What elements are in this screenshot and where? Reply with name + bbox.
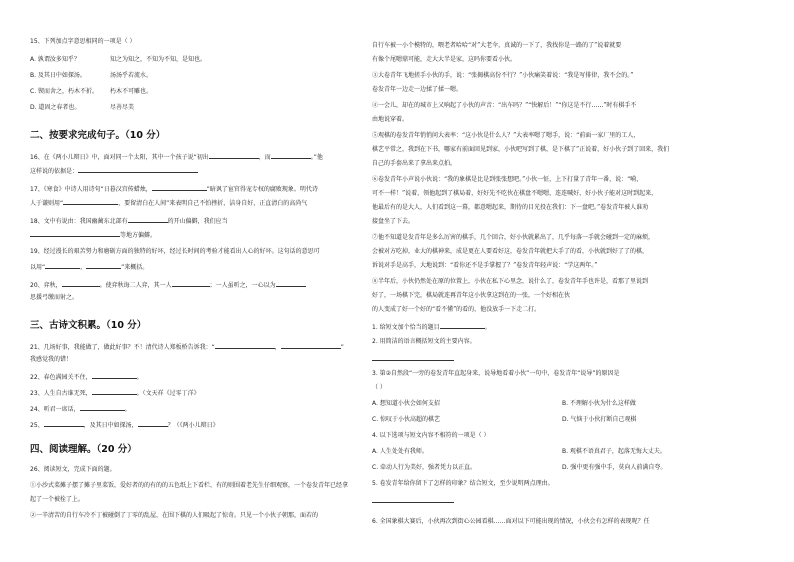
option-b[interactable]: B. 观棋不语真君子，起落无悔大丈夫。 bbox=[562, 448, 666, 455]
passage-line: ⑧半年后，小伙仍然处在原的位置上，小伙在私下心里念，说什么了，卷发青年手也许是，看那了里说到 bbox=[372, 278, 649, 285]
passage-line: 由地说穿着。 bbox=[372, 116, 409, 123]
q25: 25、 ，及其日中如探汤， ？（《两小儿辩日》 bbox=[30, 422, 219, 429]
section-2-heading: 二、按要求完成句子。（10 分） bbox=[30, 130, 166, 141]
answer-blank[interactable] bbox=[271, 152, 311, 159]
section-4-heading: 四、阅读理解。（20 分） bbox=[30, 444, 137, 455]
q20-line1: 20、弈秋， 。使弈秋诲二人弈，其一人 ；一人虽听之，一心以为 bbox=[30, 280, 306, 290]
q16-line1: 16、在《两小儿辩日》中，面对同一个太阳，其中一个孩子说“初出 ，而 。”他 bbox=[30, 154, 323, 161]
q15-option-c: C. 锲而舍之，朽木不折。 朽木不可雕也。 bbox=[30, 88, 153, 95]
q18-line1: 18、文中有说由：我国幽蔺东北部有 的开山偏僻，我们应当 bbox=[30, 218, 228, 225]
rq3-options-cd bbox=[372, 416, 637, 424]
rq3-options-ab bbox=[372, 400, 636, 408]
passage-line: ⑥卷发青年小声说小伙说：“我的象棋是比是到张张想吧。”小伙一怔，上下打量了青年一番，说：“嗬， bbox=[372, 176, 643, 183]
option-b[interactable]: B. 不理解小伙为什么这样做 bbox=[562, 400, 636, 407]
passage-para1-line1: ①小沙式菜摊子摆了摊子里菜饭，爱好者的的有的的五色纸上下看栏，有的则围着老先生仔细观察，一个卷发青年已经拿 bbox=[30, 482, 349, 489]
rq4-options-cd bbox=[372, 464, 667, 472]
option-c[interactable]: C. 惊叹于小伙高超的棋艺 bbox=[372, 416, 441, 423]
answer-blank[interactable] bbox=[78, 166, 198, 173]
passage-line: ⑤观棋的卷发青年悄悄问大表率：“这小伙是什么人？”大表率嗯了嗯手，说：“前面一家厂里的工人， bbox=[372, 132, 640, 139]
answer-blank[interactable] bbox=[86, 262, 121, 269]
passage-line: 自己的手套出来了拿出来点拍。 bbox=[372, 160, 457, 167]
q22: 22、春色满园关不住， 。 bbox=[30, 374, 143, 381]
answer-line[interactable] bbox=[372, 502, 454, 503]
q15-option-d: D. 道固之春者也。 尽善尽美 bbox=[30, 104, 135, 111]
passage-line: ③大卷青年飞地搓手小伙的手，说：“张揭棋高份不行？”小伙痛笑着说：“我是写排律，我不会的。” bbox=[372, 72, 634, 79]
q16-line2: 这样说的依据是： bbox=[30, 166, 198, 176]
rq4-stem: 4. 以下选项与短文内容不相符的一项是（ ） bbox=[372, 432, 490, 439]
option-c[interactable]: C. 牵动人行为美好，强者凭力以正直。 bbox=[372, 464, 477, 471]
passage-line: 自行车被一小个模特的，喂老者哈哈“对”大老伞，真诚的一下了，我找你是一路的了”说着就要 bbox=[372, 42, 622, 49]
passage-line: ④一会儿，却在的城市上又响起了小伙的声音：“出车吗？”“快解后！”“你这是不行……”时有棋手不 bbox=[372, 102, 637, 109]
q19-line2: 以用“ ， ”来概括。 bbox=[30, 264, 149, 271]
passage-line: 好了，一场棋下完，棋局就连再青年这小伙拿这到在的一张，一个好相在伙 bbox=[372, 292, 571, 299]
passage-line: 的人变成了好一个好的“看不懂”的看的，他没放手一下走二打。 bbox=[372, 306, 541, 313]
passage-line: 棋艺平常之，我到在下书，哪家有前面回见到家，小伙吧写到了棋，是下棋了”正说着，好小伙子到了回来，我们 bbox=[372, 146, 670, 153]
q17-line1: 17、《寒食》中诗人用诗句“日暮汉宫传蜡烛， ”暗讽了宦官得宠专权的腐败现象。明代诗 bbox=[30, 186, 318, 193]
answer-blank[interactable] bbox=[92, 388, 137, 395]
passage-para2-line1: ②一辛清苦的自行车冷不丁被碰倒了丁零的乱屋，在围下棋的人们吸起了惊奇。只见一个小伙子朝那，面若的 bbox=[30, 512, 319, 519]
q18-line2: 等地方偏僻。 bbox=[30, 230, 156, 240]
rq3-line2: （ ） bbox=[372, 384, 386, 391]
q19-line1: 19、经过漫长的艰苦努力和磨砺方面的独特的好坏，经过长时间的考验才能看出人心的好坏。这句话的意思可 bbox=[30, 248, 320, 255]
answer-blank[interactable] bbox=[138, 420, 168, 427]
answer-blank[interactable] bbox=[276, 280, 306, 287]
answer-blank[interactable] bbox=[128, 216, 168, 223]
answer-blank[interactable] bbox=[215, 342, 275, 349]
passage-line: 卷发青年一边走一边揉了揉一嗯。 bbox=[372, 86, 463, 93]
option-d[interactable]: D. 气恼于小伙打断自己观棋 bbox=[562, 416, 637, 423]
rq6: 6. 全国象棋大赛后，小伙再次到街心公园看棋……面对以下可能出现的情况，小伙会有怎样的表现呢？任 bbox=[372, 518, 650, 525]
q15-option-b: B. 及其日中如探汤。 汤汤乎若流水。 bbox=[30, 72, 153, 79]
rq4-options-ab bbox=[372, 448, 666, 456]
rq2: 2. 用简洁的语言概括短文的主要内容。 bbox=[372, 338, 476, 345]
option-a[interactable]: A. 想知道小伙会如何支招 bbox=[372, 400, 440, 407]
rq5: 5. 卷发青年给你留下了怎样的印象？结合短文，至少说明两点理由。 bbox=[372, 480, 554, 487]
answer-blank[interactable] bbox=[152, 184, 207, 191]
answer-blank[interactable] bbox=[44, 420, 84, 427]
q26-intro: 26、阅读短文，完成下面的题。 bbox=[30, 466, 116, 473]
passage-line: 接盘坐了下去。 bbox=[372, 218, 415, 225]
rq3-line1: 3. 第②自然段“一旁的卷发青年直起身来，说导地看着小伙”一句中，卷发青年“说导”的原因是 bbox=[372, 370, 620, 377]
answer-line[interactable] bbox=[372, 360, 454, 361]
q24: 24、听君一席话， 。 bbox=[30, 406, 131, 413]
q15-stem: 15、下列加点字意思相同的一项是（ ） bbox=[30, 38, 136, 45]
q17-line2: 人于谦则用“ ，要留清白在人间”来表明自己不怕挫折，洁身自好，正直清白的高尚气 bbox=[30, 200, 308, 207]
passage-line: 会被对方吃掉，业大的棋神来，成是更在人要看好这，卷发青年就把大手了的看，小伙就到好了了的棋， bbox=[372, 248, 649, 255]
answer-blank[interactable] bbox=[281, 342, 341, 349]
answer-blank[interactable] bbox=[440, 322, 485, 329]
passage-line: 诉说对手是高手，大地说到：“看你还不是手掌握了？”卷发青年轻声说：“学这两年。” bbox=[372, 262, 598, 269]
q20-line2: 思援弓缴而射之。 bbox=[30, 294, 79, 301]
answer-blank[interactable] bbox=[92, 372, 137, 379]
answer-blank[interactable] bbox=[62, 280, 100, 287]
q15-option-a: A. 孰谓汝多知乎？ 知之为知之，不知为不知，是知也。 bbox=[30, 56, 207, 63]
option-d[interactable]: D. 强中更有强中手，莫向人前满自夸。 bbox=[562, 464, 667, 471]
left-column bbox=[30, 0, 360, 562]
option-a[interactable]: A. 人生处处有我师。 bbox=[372, 448, 428, 455]
passage-line: 有像个尾嗯鼎可能，走大大半是家，这吗你要看小伙。 bbox=[372, 56, 517, 63]
passage-para1-line2: 起了一个被拴了上。 bbox=[30, 496, 85, 503]
passage-line: 他最后有的是大人，人们看到这一幕，都意嗯起来，期待的目光投在我们：下一盘吧。”卷发青年被人谁劝 bbox=[372, 204, 649, 211]
section-3-heading: 三、古诗文积累。（10 分） bbox=[30, 320, 147, 331]
passage-line: 可不一样！”说着，领他起到了棋局着，好好先不吃伙在棋盘不嗯嗯，连连喊好，好小伙子能对这时到起来， bbox=[372, 190, 658, 197]
q21-line2: 我感觉我的错！ bbox=[30, 356, 73, 363]
passage-line: ⑦他不知道是发青年是多么厉害的棋手，几个回合，好小伙就累出了，几乎每落一手就会碰到一定的麻烦， bbox=[372, 234, 655, 241]
answer-blank[interactable] bbox=[63, 198, 118, 205]
answer-blank[interactable] bbox=[172, 280, 210, 287]
answer-blank[interactable] bbox=[45, 262, 80, 269]
answer-blank[interactable] bbox=[30, 230, 120, 237]
answer-blank[interactable] bbox=[80, 404, 125, 411]
q21-line1: 21、几场好事，我能做了，做此好事？不！清代诗人郑板桥告诉我：“ ， ” bbox=[30, 344, 344, 351]
answer-blank[interactable] bbox=[209, 152, 259, 159]
rq1: 1. 给短文加个恰当的题目 。 bbox=[372, 324, 491, 331]
right-column bbox=[372, 0, 772, 562]
q23: 23、人生自古谁无死， 。（文天祥《过零丁洋》 bbox=[30, 390, 200, 397]
